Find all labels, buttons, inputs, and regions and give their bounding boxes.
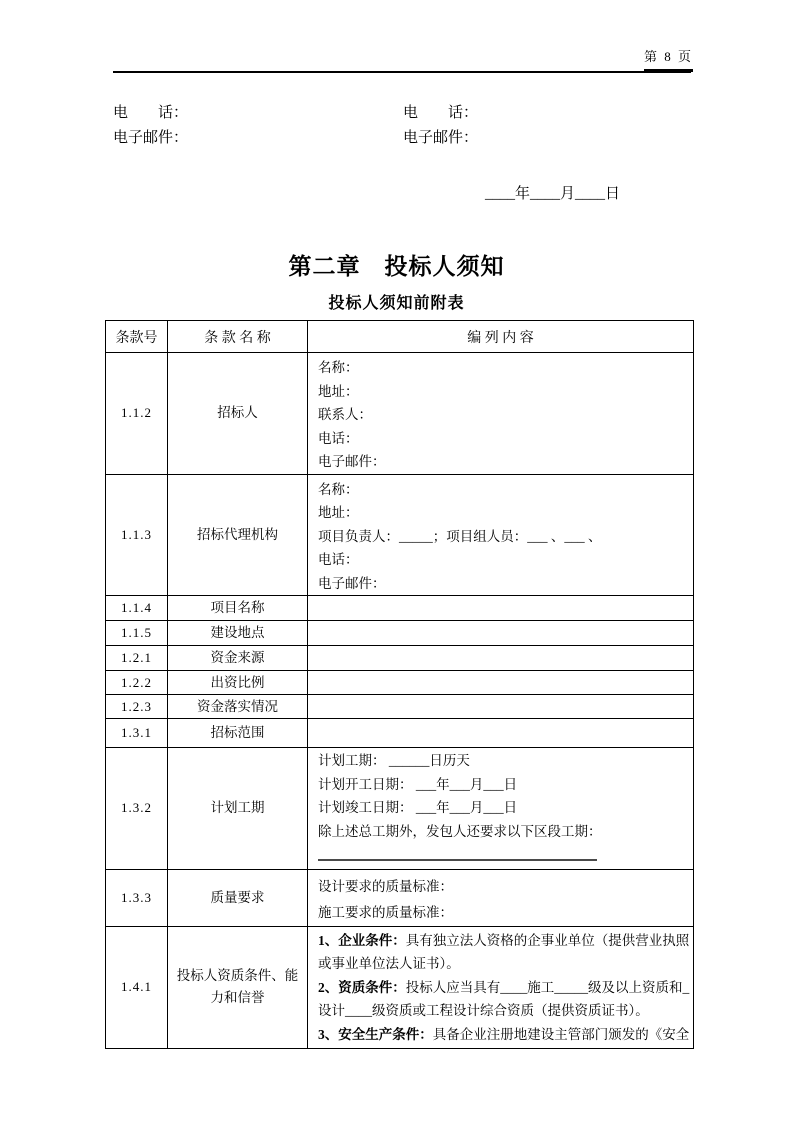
contact-block-right (403, 101, 478, 151)
table-row (106, 748, 694, 870)
clause-content (308, 748, 694, 870)
clause-content (308, 719, 694, 748)
email-label-right: 电子邮件： (403, 130, 479, 146)
content-line: 或事业单位法人证书）。 (318, 956, 460, 971)
col-header-clause-name: 条 款 名 称 (168, 321, 308, 353)
clause-content (308, 474, 694, 596)
header-rule (113, 71, 691, 73)
email-label-left: 电子邮件： (113, 130, 189, 146)
content-line: 1、企业条件：具有独立法人资格的企事业单位（提供营业执照 (318, 932, 690, 948)
clause-name: 投标人资质条件、能力和信誉 (168, 926, 308, 1048)
content-line: 施工要求的质量标准： (318, 904, 453, 920)
chapter-title: 第二章 投标人须知 (288, 254, 505, 279)
content-line: 地址： (318, 505, 359, 520)
clause-number: 1.3.1 (106, 719, 168, 748)
content-line: 电子邮件： (318, 454, 386, 469)
content-line: 2、资质条件：投标人应当具有____施工_____级及以上资质和_ (318, 979, 690, 995)
content-line: 联系人： (318, 407, 372, 422)
table-row (106, 869, 694, 926)
bold-label: 1、企业条件： (318, 932, 406, 948)
content-line: 项目负责人：_____；项目组人员：___ 、___ 、 (318, 528, 602, 544)
table-row (106, 695, 694, 719)
clause-number: 1.3.3 (106, 869, 168, 926)
table-row (106, 719, 694, 748)
col-header-content: 编 列 内 容 (308, 321, 694, 353)
table-header-row (106, 321, 694, 353)
clause-name: 招标人 (168, 353, 308, 475)
content-line: 设计要求的质量标准： (318, 878, 453, 894)
content-line: 名称： (318, 481, 359, 497)
table-body (106, 353, 694, 1049)
content-line: 设计____级资质或工程设计综合资质（提供资质证书）。 (318, 1003, 649, 1018)
content-line: 计划开工日期： ___年___月___日 (318, 776, 518, 792)
clause-name: 项目名称 (168, 596, 308, 621)
clause-content (308, 621, 694, 646)
clause-number: 1.3.2 (106, 748, 168, 870)
content-line: 名称： (318, 360, 359, 375)
clause-name: 资金来源 (168, 646, 308, 671)
table-row (106, 596, 694, 621)
content-line: 地址： (318, 383, 359, 399)
signature-date-line: ____年____月____日 (485, 186, 621, 202)
content-line: 电话： (318, 552, 359, 567)
clause-content (308, 671, 694, 695)
clause-number: 1.2.1 (106, 646, 168, 671)
content-line: 除上述总工期外，发包人还要求以下区段工期： (318, 823, 602, 839)
clause-name: 质量要求 (168, 869, 308, 926)
table-row (106, 926, 694, 1048)
clause-number: 1.1.2 (106, 353, 168, 475)
clause-name: 招标代理机构 (168, 474, 308, 596)
bold-label: 2、资质条件： (318, 979, 406, 995)
bidder-instructions-table (105, 320, 694, 1049)
clause-number: 1.2.3 (106, 695, 168, 719)
content-line: 计划工期： ______日历天 (318, 753, 470, 768)
phone-label-left: 电 话： (113, 105, 189, 121)
table-row (106, 646, 694, 671)
content-line: 电话： (318, 430, 359, 446)
clause-content (308, 596, 694, 621)
clause-content (308, 926, 694, 1048)
table-row (106, 621, 694, 646)
clause-number: 1.1.4 (106, 596, 168, 621)
clause-name: 出资比例 (168, 671, 308, 695)
fill-in-blank-line (318, 843, 597, 861)
clause-name: 招标范围 (168, 719, 308, 748)
clause-content (308, 869, 694, 926)
clause-content (308, 695, 694, 719)
contact-block-left (113, 101, 188, 151)
page-number: 第 8 页 (644, 46, 693, 72)
clause-name: 资金落实情况 (168, 695, 308, 719)
table-row (106, 671, 694, 695)
bold-label: 3、安全生产条件： (318, 1026, 433, 1042)
table-row (106, 474, 694, 596)
table-row (106, 353, 694, 475)
clause-number: 1.4.1 (106, 926, 168, 1048)
content-line: 电子邮件： (318, 575, 386, 591)
clause-number: 1.1.3 (106, 474, 168, 596)
clause-name: 计划工期 (168, 748, 308, 870)
content-line: 3、安全生产条件：具备企业注册地建设主管部门颁发的《安全 (318, 1026, 690, 1042)
content-line: 计划竣工日期： ___年___月___日 (318, 800, 518, 815)
col-header-clause-no: 条款号 (106, 321, 168, 353)
clause-number: 1.1.5 (106, 621, 168, 646)
clause-content (308, 353, 694, 475)
content-line (318, 843, 685, 869)
clause-name: 建设地点 (168, 621, 308, 646)
phone-label-right: 电 话： (403, 105, 479, 121)
clause-number: 1.2.2 (106, 671, 168, 695)
clause-content (308, 646, 694, 671)
table-caption: 投标人须知前附表 (328, 295, 465, 312)
